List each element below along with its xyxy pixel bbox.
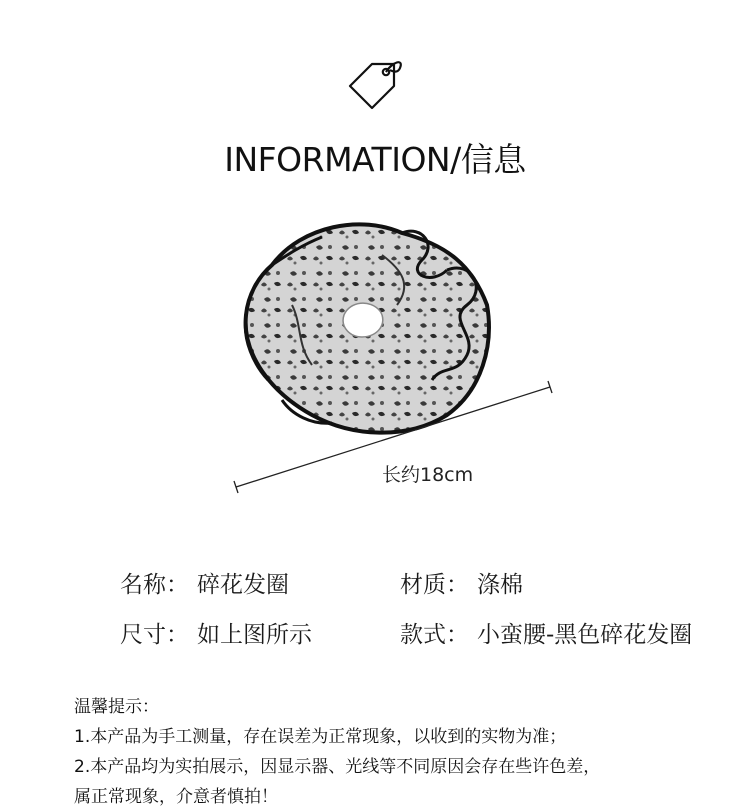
spec-name-label: 名称：: [120, 572, 189, 598]
spec-style: [400, 616, 692, 649]
spec-name: [120, 566, 289, 599]
notes-line: 属正常现象，介意者慎拍！: [74, 787, 278, 807]
notes-line: 2.本产品均为实拍展示，因显示器、光线等不同原因会存在些许色差，: [74, 757, 601, 777]
page-title: INFORMATION/信息: [224, 140, 526, 179]
spec-material-value: 涤棉: [477, 572, 523, 598]
spec-style-label: 款式：: [400, 622, 469, 648]
notes-section: [74, 692, 600, 812]
price-tag-icon: [346, 54, 406, 114]
measure-label: 长约18cm: [382, 464, 474, 486]
spec-name-value: 碎花发圈: [197, 572, 289, 598]
spec-size-value: 如上图所示: [197, 622, 312, 648]
notes-heading: 温馨提示：: [74, 697, 159, 717]
spec-style-value: 小蛮腰-黑色碎花发圈: [477, 622, 693, 648]
spec-material-label: 材质：: [400, 572, 469, 598]
spec-size-label: 尺寸：: [120, 622, 189, 648]
scrunchie-center: [343, 303, 383, 337]
spec-size: [120, 616, 312, 649]
spec-material: [400, 566, 523, 599]
notes-line: 1.本产品为手工测量，存在误差为正常现象，以收到的实物为准；: [74, 727, 567, 747]
